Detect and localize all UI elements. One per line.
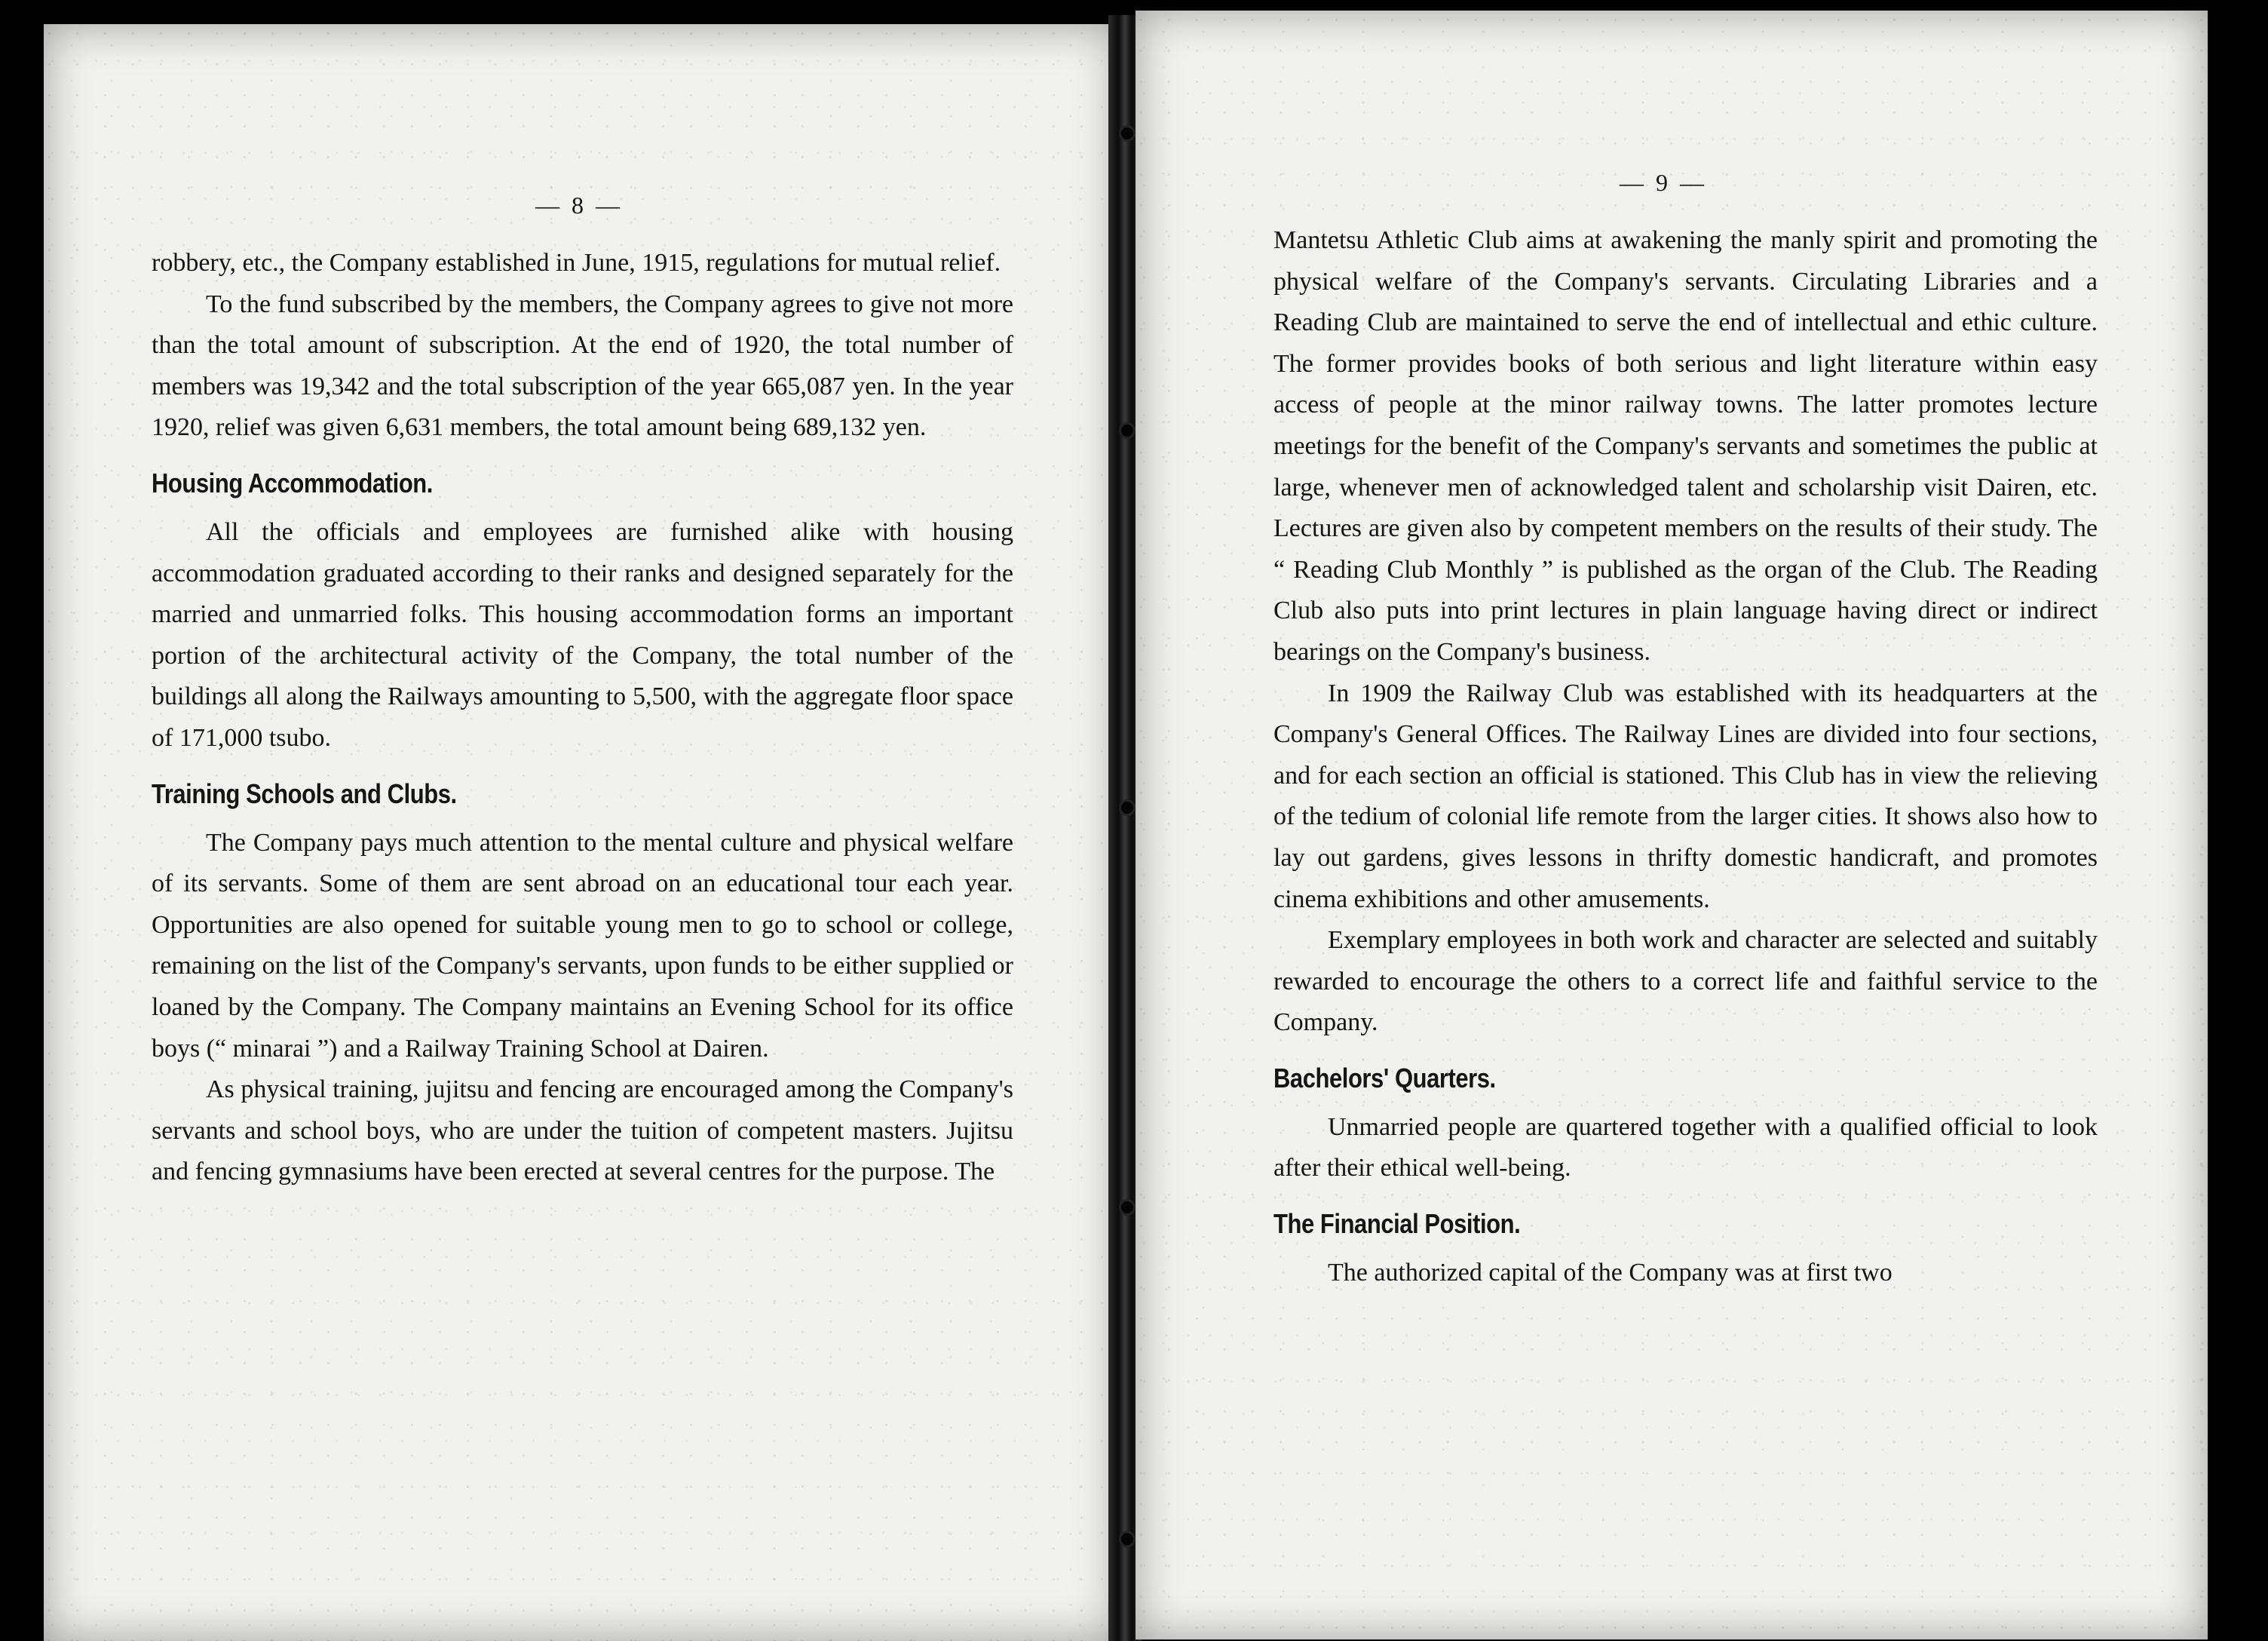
page-number: — 8 —: [535, 192, 623, 219]
section-heading: The Financial Position.: [1273, 1208, 1521, 1240]
binding-stitch: [1119, 799, 1136, 816]
section-heading: Housing Accommodation.: [152, 467, 433, 498]
paragraph: In 1909 the Railway Club was established with its headquarters at the Company's General Offices. The Railway Lines are divided into four sections, and for each section an official is stationed. This Club has in view the relieving of the tedium of colonial life remote from the larger cities. It shows also how to lay out gardens, gives lessons in thrifty domestic handicraft, and promotes cinema exhibitions and other amusements.: [1273, 679, 2098, 913]
binding-stitch: [1119, 1531, 1136, 1547]
paragraph: To the fund subscribed by the members, the Company agrees to give not more than the total amount of subscription. At the end of 1920, the total number of members was 19,342 and the total subscription of the year 665,087 yen. In the year 1920, relief was given 6,631 members, the total amount being 689,132 yen.: [152, 290, 1013, 442]
paragraph: Mantetsu Athletic Club aims at awakening the manly spirit and promoting the physical welfare of the Company's servants. Circulating Libraries and a Reading Club are maintained to serve the end of intellectual and ethic culture. The former provides books of both serious and light literature within easy access of people at the minor railway towns. The latter promotes lecture meetings for the benefit of the Company's servants and sometimes the public at large, whenever men of acknowledged talent and scholarship visit Dairen, etc. Lectures are given also by competent members on the results of their study. The “ Reading Club Monthly ” is published as the organ of the Club. The Reading Club also puts into print lectures in plain language having direct or indirect bearings on the Company's business.: [1273, 226, 2098, 666]
paragraph: Exemplary employees in both work and character are selected and suitably rewarded to encourage the others to a correct life and faithful service to the Company.: [1273, 926, 2098, 1037]
right-page: [1136, 11, 2208, 1639]
binding-stitch: [1119, 1199, 1136, 1216]
section-heading: Training Schools and Clubs.: [152, 778, 457, 809]
left-page-text: [152, 243, 1013, 1193]
binding-stitch: [1119, 125, 1136, 142]
paragraph: All the officials and employees are furnished alike with housing accommodation graduated according to their ranks and designed separately for the married and unmarried folks. This housing accommodation forms an important portion of the architectural activity of the Company, the total number of the buildings all along the Railways amounting to 5,500, with the aggregate floor space of 171,000 tsubo.: [152, 517, 1013, 752]
right-page-text: [1273, 220, 2098, 1294]
paragraph: As physical training, jujitsu and fencing are encouraged among the Company's servants and school boys, who are under the tuition of competent masters. Jujitsu and fencing gymnasiums have been erected at several centres for the purpose. The: [152, 1075, 1013, 1186]
paragraph: robbery, etc., the Company established in June, 1915, regulations for mutual relief.: [152, 249, 1001, 277]
paragraph: The authorized capital of the Company was at first two: [1328, 1259, 1893, 1287]
paragraph: Unmarried people are quartered together with a qualified official to look after their ethical well-being.: [1273, 1112, 2098, 1182]
section-heading: Bachelors' Quarters.: [1273, 1062, 1496, 1093]
left-page: [44, 24, 1119, 1641]
binding-stitch: [1119, 422, 1136, 439]
paragraph: The Company pays much attention to the mental culture and physical welfare of its servants. Some of them are sent abroad on an educational tour each year. Opportunities are also opened for suitable young men to go to school or college, remaining on the list of the Company's servants, upon funds to be either supplied or loaned by the Company. The Company maintains an Evening School for its office boys (“ minarai ”) and a Railway Training School at Dairen.: [152, 828, 1013, 1063]
page-number: — 9 —: [1620, 169, 1707, 196]
